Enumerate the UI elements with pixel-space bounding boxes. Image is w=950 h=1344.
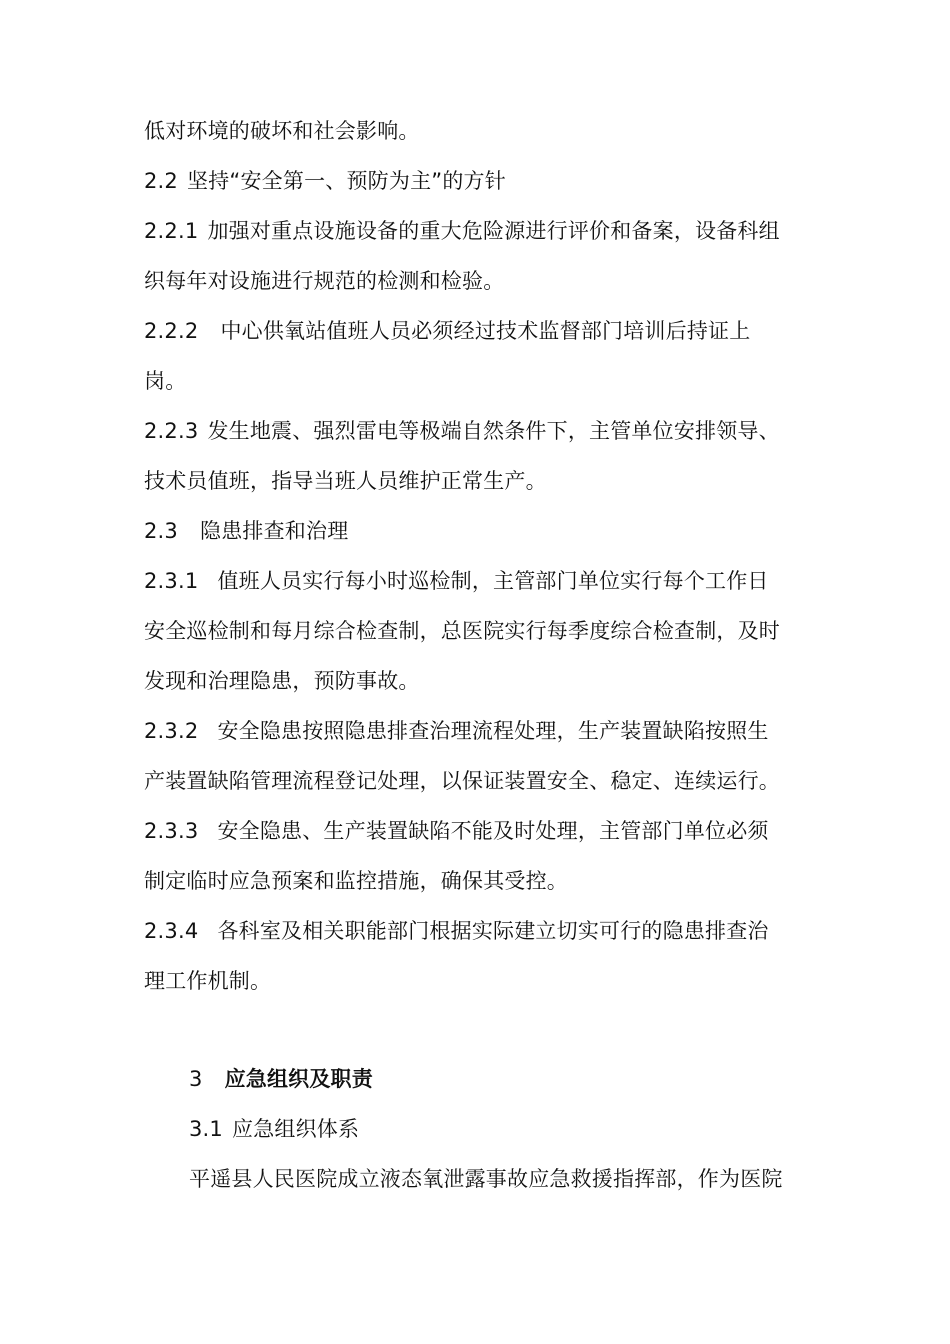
paragraph-line — [144, 666, 824, 696]
section-heading-2-2 — [144, 166, 824, 196]
clause-text: 发生地震、强烈雷电等极端自然条件下，主管单位安排领导、 — [207, 419, 780, 443]
section-number: 2.2 — [144, 169, 178, 193]
section-title: 应急组织体系 — [232, 1117, 360, 1141]
section-number: 3 — [189, 1067, 203, 1091]
section-number: 3.1 — [189, 1117, 223, 1141]
section-title: 坚持“安全第一、预防为主”的方针 — [187, 169, 506, 193]
line-text: 岗。 — [144, 369, 187, 393]
clause-text: 安全隐患按照隐患排查治理流程处理，生产装置缺陷按照生 — [217, 719, 769, 743]
paragraph-line — [144, 266, 824, 296]
section-number: 2.3 — [144, 519, 178, 543]
line-text: 产装置缺陷管理流程登记处理，以保证装置安全、稳定、连续运行。 — [144, 769, 780, 793]
line-text: 低对环境的破坏和社会影响。 — [144, 119, 420, 143]
clause-text: 值班人员实行每小时巡检制，主管部门单位实行每个工作日 — [217, 569, 769, 593]
line-text: 制定临时应急预案和监控措施，确保其受控。 — [144, 869, 568, 893]
line-text: 技术员值班，指导当班人员维护正常生产。 — [144, 469, 547, 493]
clause-2-2-2 — [144, 316, 824, 346]
paragraph-line — [144, 616, 824, 646]
clause-number: 2.3.4 — [144, 919, 199, 943]
line-text: 平遥县人民医院成立液态氧泄露事故应急救援指挥部，作为医院 — [189, 1167, 783, 1191]
clause-text: 安全隐患、生产装置缺陷不能及时处理，主管部门单位必须 — [217, 819, 769, 843]
section-title: 隐患排查和治理 — [200, 519, 349, 543]
section-heading-3 — [189, 1064, 869, 1094]
line-text: 安全巡检制和每月综合检查制，总医院实行每季度综合检查制，及时 — [144, 619, 780, 643]
clause-2-3-2 — [144, 716, 824, 746]
clause-number: 2.3.1 — [144, 569, 199, 593]
paragraph-line — [144, 766, 824, 796]
clause-number: 2.3.3 — [144, 819, 199, 843]
clause-2-3-1 — [144, 566, 824, 596]
clause-text: 中心供氧站值班人员必须经过技术监督部门培训后持证上 — [220, 319, 751, 343]
clause-number: 2.2.1 — [144, 219, 199, 243]
clause-2-3-4 — [144, 916, 824, 946]
clause-text: 加强对重点设施设备的重大危险源进行评价和备案，设备科组 — [207, 219, 780, 243]
paragraph-line — [144, 866, 824, 896]
section-heading-3-1 — [189, 1114, 869, 1144]
clause-2-2-3 — [144, 416, 824, 446]
paragraph-line — [144, 366, 824, 396]
paragraph-line — [189, 1164, 869, 1194]
paragraph-line — [144, 116, 824, 146]
line-text: 发现和治理隐患，预防事故。 — [144, 669, 420, 693]
line-text: 理工作机制。 — [144, 969, 272, 993]
clause-2-3-3 — [144, 816, 824, 846]
section-heading-2-3 — [144, 516, 824, 546]
clause-text: 各科室及相关职能部门根据实际建立切实可行的隐患排查治 — [217, 919, 769, 943]
clause-number: 2.2.3 — [144, 419, 199, 443]
paragraph-line — [144, 966, 824, 996]
clause-2-2-1 — [144, 216, 824, 246]
paragraph-line — [144, 466, 824, 496]
clause-number: 2.2.2 — [144, 319, 199, 343]
section-title: 应急组织及职责 — [224, 1067, 373, 1091]
clause-number: 2.3.2 — [144, 719, 199, 743]
line-text: 织每年对设施进行规范的检测和检验。 — [144, 269, 505, 293]
